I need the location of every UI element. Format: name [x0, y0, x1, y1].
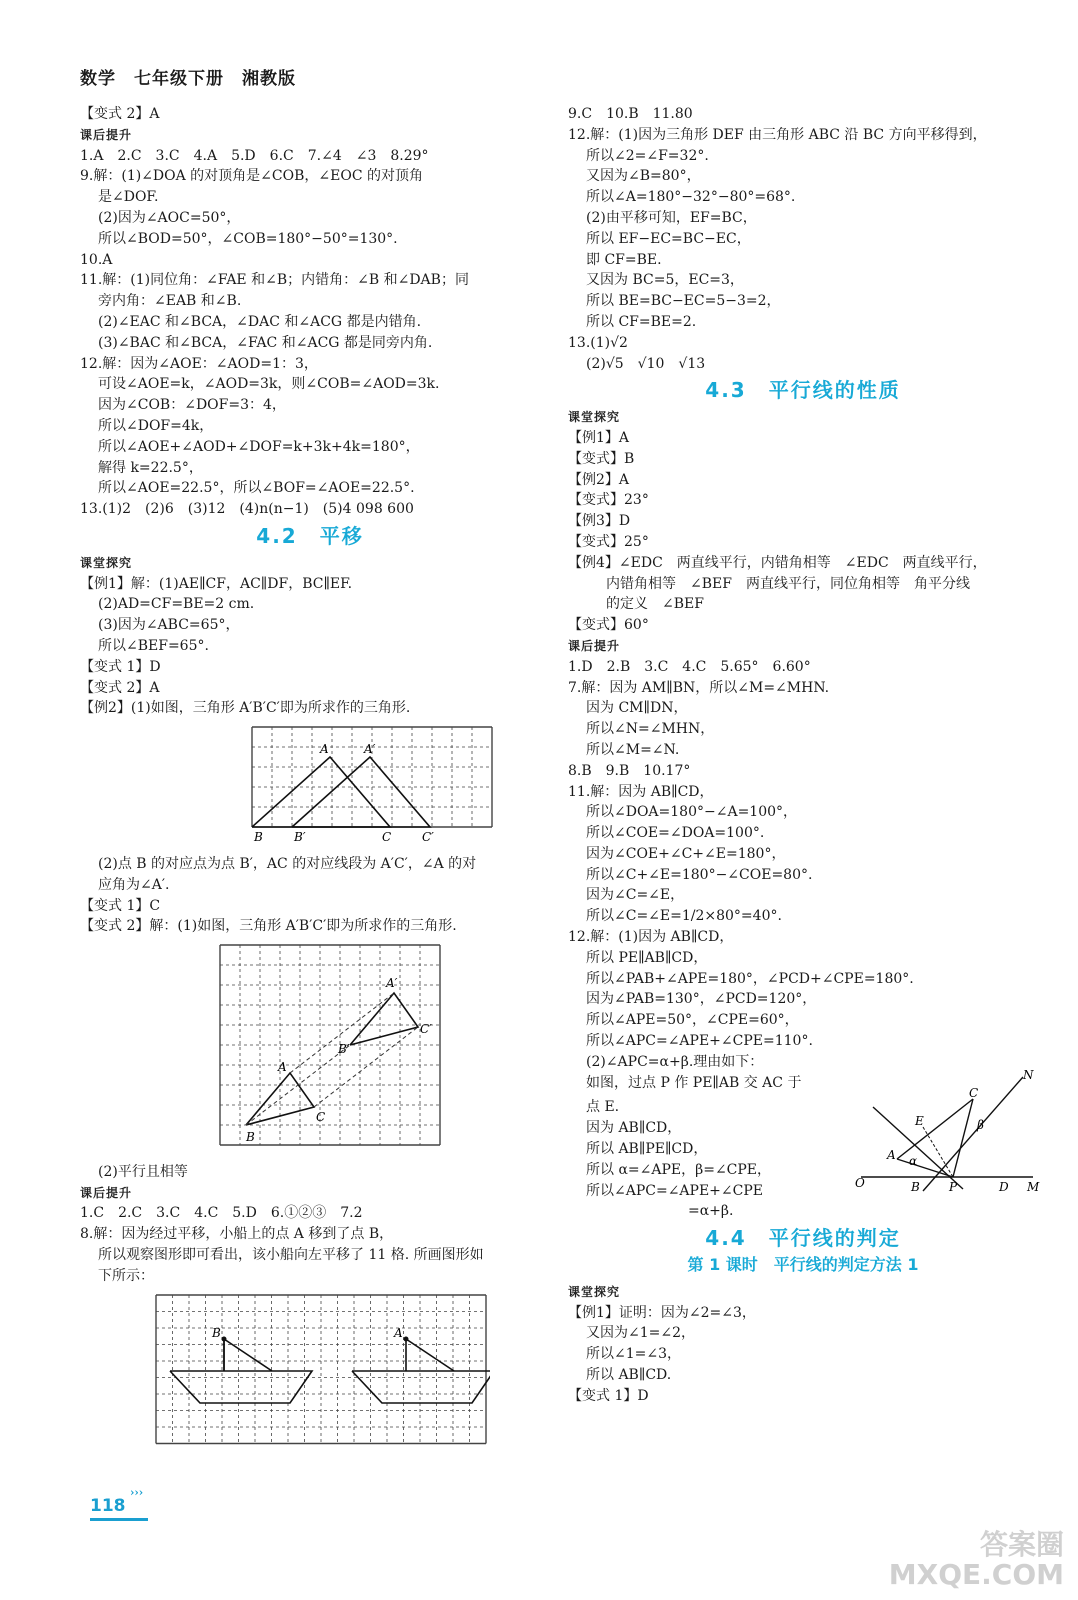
- answer-line: 10.A: [80, 251, 113, 268]
- right-column: [568, 104, 1038, 1407]
- answer-line: 【例3】D: [568, 513, 631, 530]
- answer-line: 所以∠1=∠3，: [586, 1346, 682, 1363]
- point-label: E: [915, 1113, 924, 1128]
- point-label: C′: [420, 1022, 432, 1037]
- subsection-label: 课后提升: [568, 638, 621, 653]
- answer-line: 【变式】23°: [568, 492, 649, 509]
- point-label: B: [254, 830, 263, 844]
- answer-line: 【变式 1】C: [80, 897, 161, 914]
- answer-line: (2)∠EAC 和∠BCA，∠DAC 和∠ACG 都是内错角.: [98, 313, 422, 330]
- answer-line: 所以 AB∥PE∥CD，: [586, 1141, 708, 1158]
- answer-line: 所以∠AOE=22.5°，所以∠BOF=∠AOE=22.5°.: [98, 480, 415, 497]
- point-label: α: [909, 1153, 918, 1168]
- fig2-svg: [210, 941, 450, 1151]
- answer-line: 所以 PE∥AB∥CD，: [586, 949, 708, 966]
- point-label: C: [316, 1110, 326, 1125]
- answer-line: 【例2】(1)如图，三角形 A′B′C′即为所求作的三角形.: [80, 700, 411, 717]
- answer-line: 11.解：(1)同位角：∠FAE 和∠B；内错角：∠B 和∠DAB；同: [80, 272, 469, 289]
- answer-line: 所以∠C+∠E=180°−∠COE=80°.: [586, 866, 813, 883]
- point-label: A: [320, 742, 329, 757]
- answer-line: (2)AD=CF=BE=2 cm.: [98, 596, 255, 613]
- subsection-label: 课堂探究: [568, 1284, 621, 1299]
- answer-line: 所以∠APC=∠APE+∠CPE: [586, 1182, 763, 1199]
- answer-line: 因为∠PAB=130°，∠PCD=120°，: [586, 991, 817, 1008]
- answer-line: 所以∠C=∠E=1/2×80°=40°.: [586, 908, 782, 925]
- answer-line: 又因为∠1=∠2，: [586, 1325, 696, 1342]
- subsection-label: 课后提升: [80, 127, 133, 142]
- answer-line: 【例4】∠EDC 两直线平行，内错角相等 ∠EDC 两直线平行，: [568, 554, 987, 571]
- answer-line: 所以∠BEF=65°.: [98, 637, 209, 654]
- answer-line: 可设∠AOE=k，∠AOD=3k，则∠COB=∠AOD=3k.: [98, 376, 440, 393]
- lesson-heading: 第 1 课时 平行线的判定方法 1: [687, 1255, 919, 1275]
- point-label: β: [977, 1117, 984, 1132]
- answer-line: 解得 k=22.5°，: [98, 459, 203, 476]
- point-label: P: [949, 1179, 958, 1194]
- fig3-svg: [150, 1291, 490, 1451]
- answer-line: 内错角相等 ∠BEF 两直线平行，同位角相等 角平分线: [606, 575, 970, 592]
- answer-line: 【变式 1】D: [80, 658, 161, 675]
- answer-line: 所以观察图形即可看出，该小船向左平移了 11 格. 所画图形如: [98, 1247, 484, 1264]
- triangle-abc: [252, 757, 390, 827]
- answer-line: 9.解：(1)∠DOA 的对顶角是∠COB，∠EOC 的对顶角: [80, 168, 423, 185]
- answer-line: 【变式 1】D: [568, 1387, 649, 1404]
- answer-line: 1.D 2.B 3.C 4.C 5.65° 6.60°: [568, 658, 811, 675]
- page-number-text: 118: [90, 1496, 126, 1516]
- answer-line: 所以∠PAB+∠APE=180°，∠PCD+∠CPE=180°.: [586, 970, 914, 987]
- answer-line: (2)√5 √10 √13: [586, 355, 706, 372]
- answer-line: 13.(1)√2: [568, 334, 628, 351]
- answer-line: (3)因为∠ABC=65°，: [98, 617, 240, 634]
- answer-line: 即 CF=BE.: [586, 251, 662, 268]
- point-label: O: [855, 1175, 865, 1190]
- answer-line: 【例1】证明：因为∠2=∠3，: [568, 1304, 756, 1321]
- point-label: B: [911, 1179, 920, 1194]
- point-label: C′: [422, 830, 434, 844]
- answer-line: 【变式】60°: [568, 617, 649, 634]
- answer-line: 又因为 BC=5，EC=3，: [586, 272, 744, 289]
- answer-line: (2)由平移可知，EF=BC，: [586, 209, 757, 226]
- watermark-line: 答案圈: [979, 1528, 1064, 1561]
- answer-line: 12.解：(1)因为三角形 DEF 由三角形 ABC 沿 BC 方向平移得到，: [568, 126, 987, 143]
- watermark: [889, 1530, 1064, 1590]
- answer-line: 【变式 2】A: [80, 679, 160, 696]
- answer-line: 因为∠C=∠E，: [586, 887, 685, 904]
- subsection-label: 课堂探究: [568, 410, 621, 425]
- section-heading: 4.3 平行线的性质: [705, 378, 901, 403]
- answer-line: 因为 CM∥DN，: [586, 700, 688, 717]
- answer-line: 所以∠BOD=50°，∠COB=180°−50°=130°.: [98, 230, 398, 247]
- answer-line: 旁内角：∠EAB 和∠B.: [98, 293, 242, 310]
- answer-line: 7.解：因为 AM∥BN，所以∠M=∠MHN.: [568, 679, 830, 696]
- answer-line: 所以 CF=BE=2.: [586, 313, 697, 330]
- answer-line: 应角为∠A′.: [98, 876, 170, 893]
- point-label: A: [394, 1325, 403, 1340]
- answer-line: 【变式 2】A: [80, 106, 160, 122]
- point-label: B: [246, 1130, 255, 1145]
- fig2-figure: [210, 941, 540, 1158]
- answer-line: 【变式 2】解：(1)如图，三角形 A′B′C′即为所求作的三角形.: [80, 918, 457, 935]
- answer-line: 【变式】25°: [568, 533, 649, 550]
- boat-left: [170, 1371, 312, 1403]
- answer-line: 所以∠AOE+∠AOD+∠DOF=k+3k+4k=180°，: [98, 438, 420, 455]
- section-heading: 4.4 平行线的判定: [705, 1226, 901, 1251]
- point-label: A: [278, 1060, 287, 1075]
- left-column: [80, 104, 540, 1461]
- answer-line: (2)∠APC=α+β.理由如下：: [586, 1053, 764, 1070]
- fig1-svg: [240, 723, 500, 843]
- answer-line: 【变式】B: [568, 450, 635, 467]
- answer-line: 8.B 9.B 10.17°: [568, 762, 691, 779]
- answer-line: 所以∠A=180°−32°−80°=68°.: [586, 189, 796, 206]
- point-label: A′: [386, 976, 398, 991]
- answer-line: 所以∠APE=50°，∠CPE=60°，: [586, 1012, 799, 1029]
- answer-line: 1.A 2.C 3.C 4.A 5.D 6.C 7.∠4 ∠3 8.29°: [80, 147, 429, 164]
- answer-line: 13.(1)2 (2)6 (3)12 (4)n(n−1) (5)4 098 600: [80, 501, 414, 518]
- answer-line: 8.解：因为经过平移，小船上的点 A 移到了点 B，: [80, 1226, 394, 1243]
- answer-line: 所以∠DOF=4k，: [98, 417, 214, 434]
- page-number-arrows-icon: ›››: [130, 1486, 144, 1499]
- fig4-svg: [853, 1067, 1043, 1197]
- answer-line: 9.C 10.B 11.80: [568, 106, 693, 122]
- page-header-title: 数学 七年级下册 湘教版: [80, 69, 296, 89]
- answer-line: 如图，过点 P 作 PE∥AB 交 AC 于 N C E β A α O B P D M: [568, 1073, 1038, 1094]
- answer-line: 所以∠COE=∠DOA=100°.: [586, 825, 765, 842]
- answer-line: 所以∠2=∠F=32°.: [586, 147, 709, 164]
- section-heading: 4.2 平移: [256, 523, 364, 548]
- answer-line: 1.C 2.C 3.C 4.C 5.D 6.①②③ 7.2: [80, 1205, 363, 1222]
- subsection-label: 课后提升: [80, 1185, 133, 1200]
- answer-line: 因为∠COE+∠C+∠E=180°，: [586, 845, 786, 862]
- grid: [220, 945, 440, 1145]
- point-label: A′: [364, 742, 376, 757]
- answer-line: 12.解：因为∠AOE：∠AOD=1：3，: [80, 355, 318, 372]
- answer-line: 【例1】A: [568, 429, 630, 446]
- answer-line: 的定义 ∠BEF: [606, 596, 704, 613]
- answer-line: 因为 AB∥CD，: [586, 1120, 682, 1137]
- subsection-label: 课堂探究: [80, 555, 133, 570]
- answer-line: 所以∠DOA=180°−∠A=100°，: [586, 804, 798, 821]
- answer-line: =α+β.: [688, 1203, 734, 1220]
- point-label: M: [1027, 1179, 1040, 1194]
- point-label: N: [1023, 1067, 1034, 1082]
- fig3-figure: [150, 1291, 540, 1458]
- answer-line: 又因为∠B=80°，: [586, 168, 701, 185]
- point-label: B′: [294, 830, 306, 844]
- point-label: B′: [338, 1042, 350, 1057]
- fig1-figure: [240, 723, 540, 850]
- watermark-line: MXQE.COM: [888, 1558, 1064, 1591]
- answer-line: 所以 BE=BC−EC=5−3=2，: [586, 293, 781, 310]
- point-label: B: [212, 1325, 221, 1340]
- answer-line: (2)点 B 的对应点为点 B′，AC 的对应线段为 A′C′，∠A 的对: [98, 855, 477, 872]
- answer-line: 所以 α=∠APE，β=∠CPE，: [586, 1161, 772, 1178]
- answer-line: 所以 AB∥CD.: [586, 1367, 672, 1384]
- point-label: D: [999, 1179, 1009, 1194]
- answer-line: 因为∠COB：∠DOF=3：4，: [98, 397, 286, 414]
- answer-line: (2)平行且相等: [98, 1163, 188, 1180]
- answer-line: 点 E.: [586, 1099, 620, 1116]
- answer-line: 下所示：: [98, 1267, 154, 1284]
- answer-line: 所以∠M=∠N.: [586, 741, 680, 758]
- answer-line: 12.解：(1)因为 AB∥CD，: [568, 929, 734, 946]
- point-label: C: [382, 830, 392, 844]
- answer-line: 所以∠APC=∠APE+∠CPE=110°.: [586, 1033, 813, 1050]
- answer-line: 11.解：因为 AB∥CD，: [568, 783, 714, 800]
- point-label: A: [887, 1147, 896, 1162]
- page-number: [90, 1496, 148, 1521]
- point-label: C: [969, 1085, 979, 1100]
- answer-line: (2)因为∠AOC=50°，: [98, 209, 241, 226]
- answer-line: 【例2】A: [568, 471, 630, 488]
- answer-line: 【例1】解：(1)AE∥CF，AC∥DF，BC∥EF.: [80, 575, 353, 592]
- answer-line: 所以∠N=∠MHN，: [586, 721, 715, 738]
- answer-line: 所以 EF−EC=BC−EC，: [586, 230, 751, 247]
- answer-line: 是∠DOF.: [98, 189, 159, 206]
- answer-line: (3)∠BAC 和∠BCA，∠FAC 和∠ACG 都是同旁内角.: [98, 334, 433, 351]
- grid: [156, 1295, 486, 1444]
